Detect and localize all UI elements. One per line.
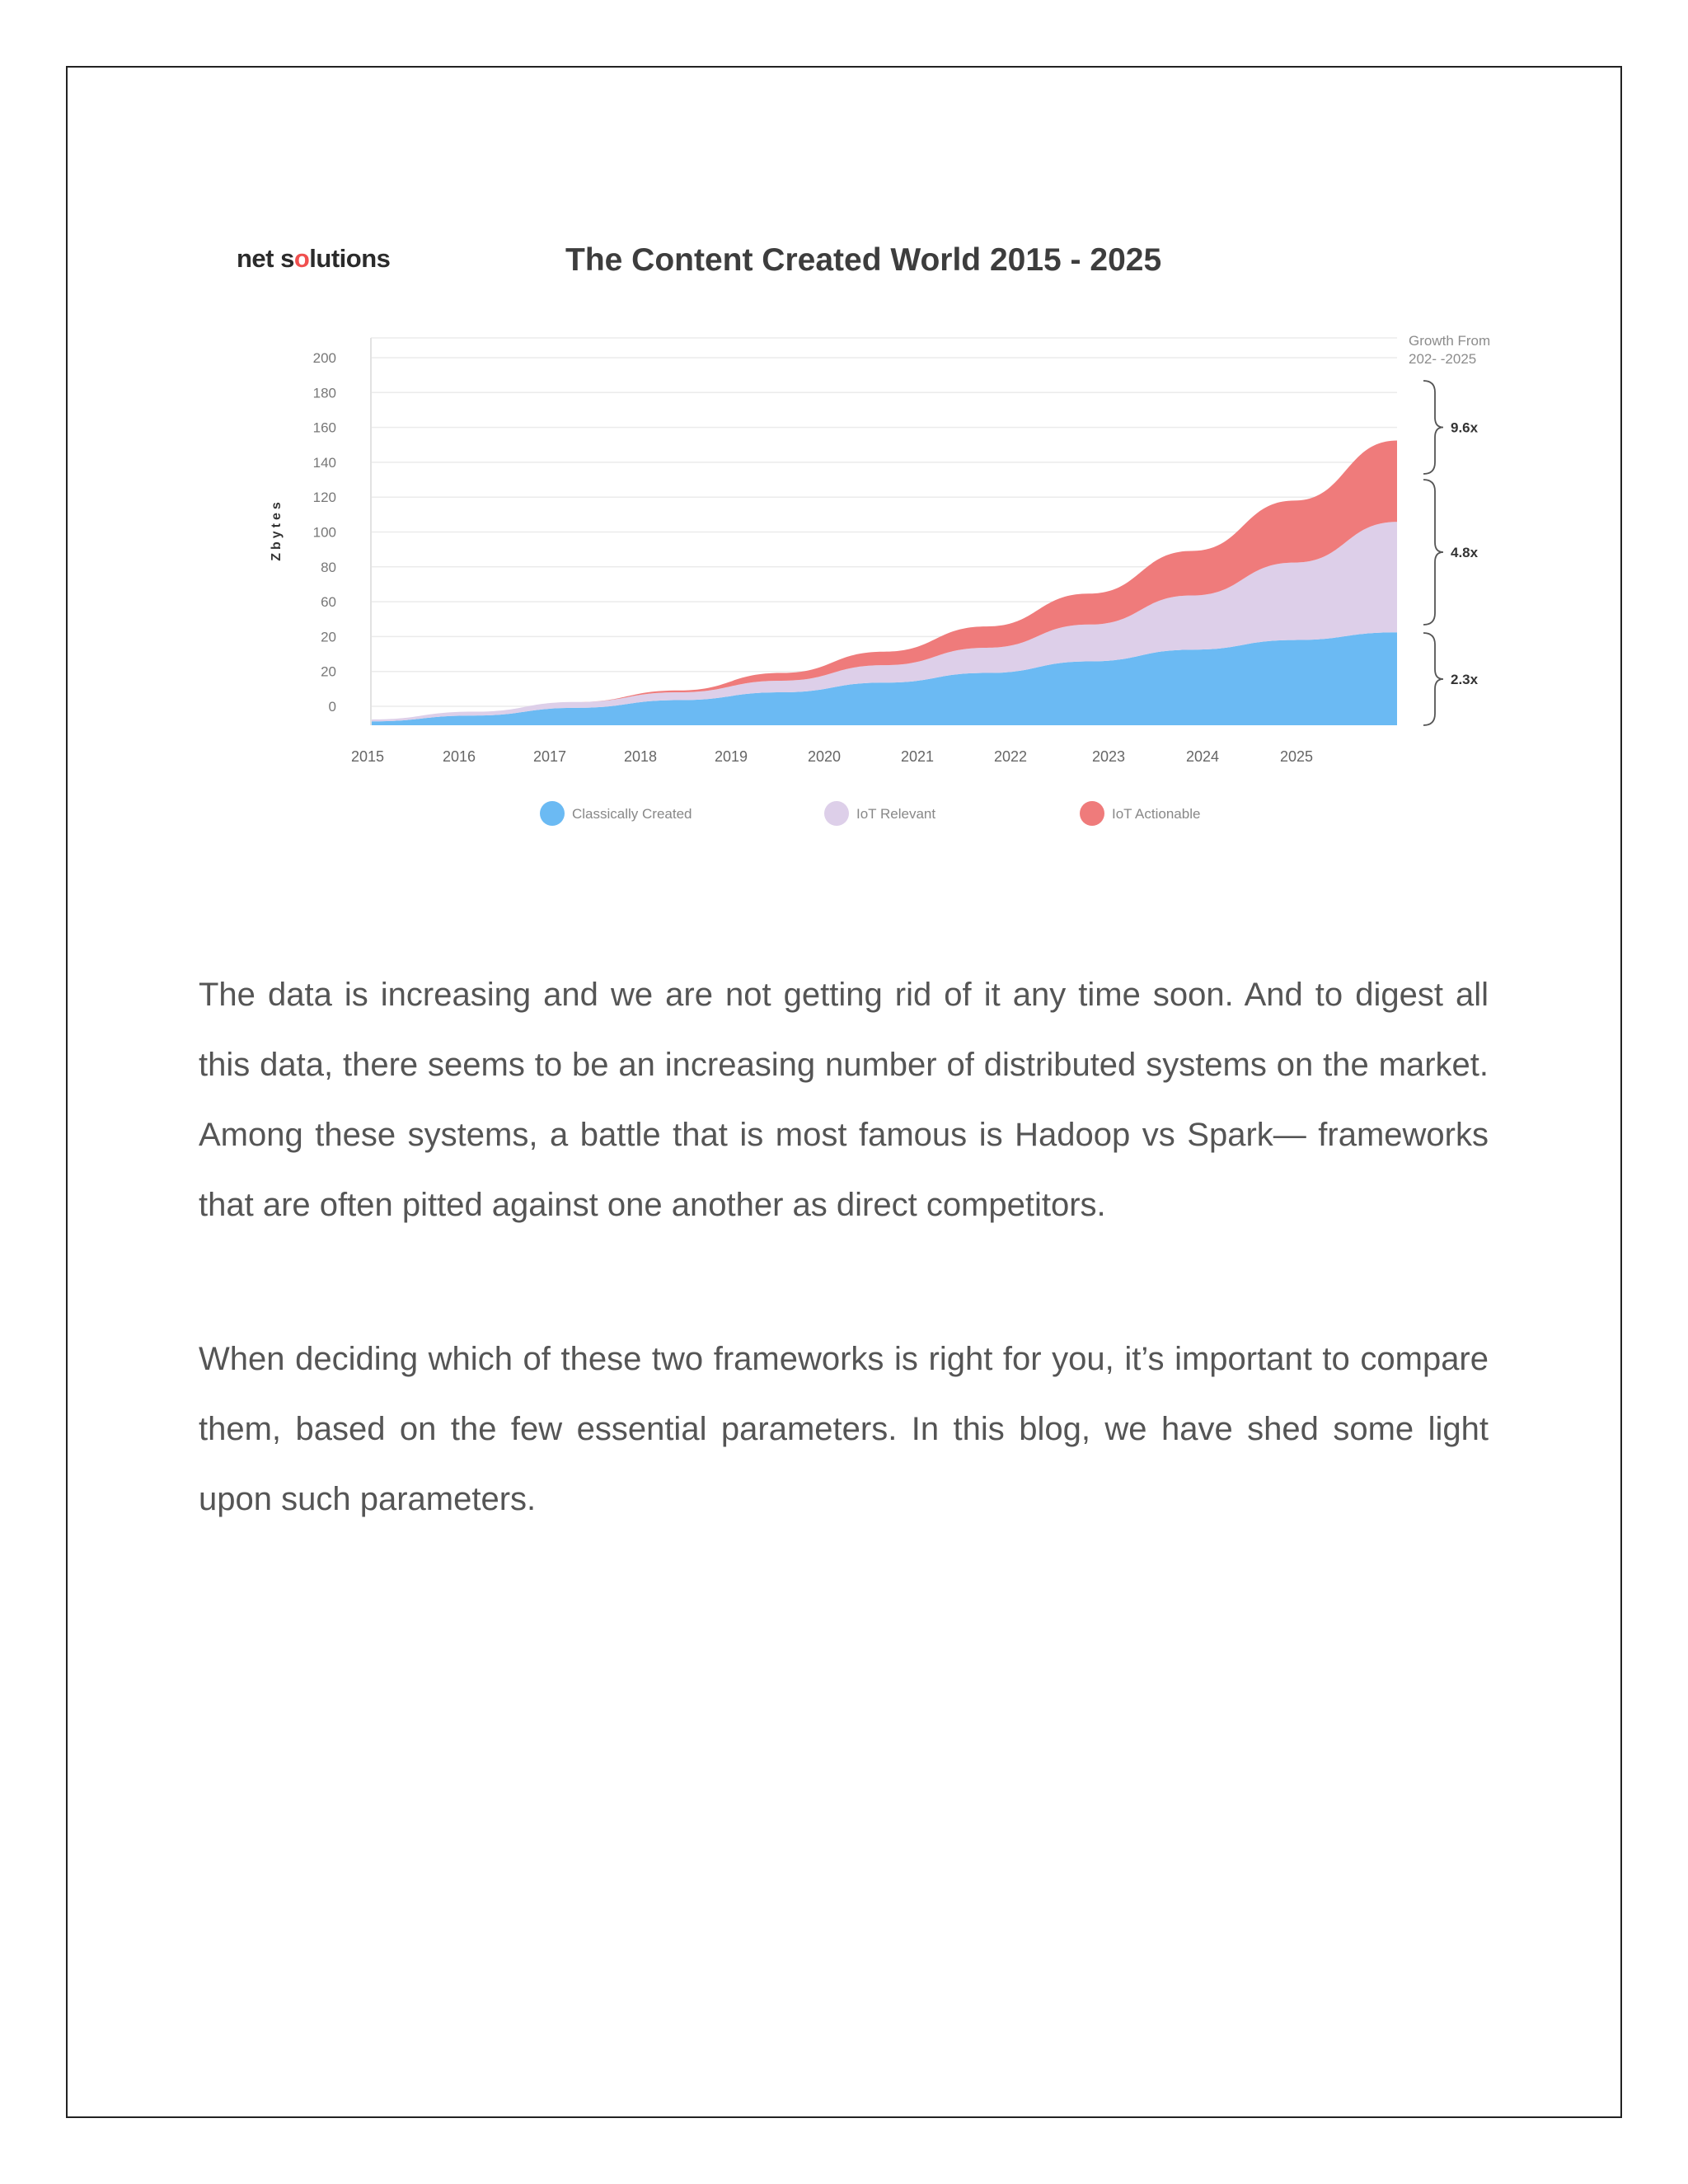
x-tick-label: 2015 [350, 748, 385, 765]
body-paragraph-2: When deciding which of these two frameworks is right for you, it’s important to compare them, based on the few essential parameters. In this blog, we have shed some light upon such parameters. [199, 1341, 1489, 1517]
brand-text-dot: o [293, 244, 310, 273]
growth-brace [1423, 480, 1443, 625]
y-tick-label: 80 [321, 559, 336, 575]
x-tick-label: 2025 [1279, 748, 1314, 765]
y-tick-labels [313, 350, 336, 715]
legend-label: Classically Created [572, 806, 692, 822]
y-tick-label: 180 [312, 385, 336, 401]
legend-swatch [540, 801, 565, 826]
y-tick-label: 60 [321, 594, 336, 611]
legend-label: IoT Actionable [1112, 806, 1201, 822]
area-chart [0, 0, 1688, 890]
y-tick-label: 0 [328, 699, 336, 715]
x-tick-label: 2022 [993, 748, 1028, 765]
growth-label: 4.8x [1451, 545, 1479, 560]
x-tick-labels [351, 748, 1313, 765]
x-tick-label: 2021 [900, 748, 935, 765]
x-tick-label: 2017 [532, 748, 567, 765]
x-tick-label: 2019 [714, 748, 748, 765]
x-tick-label: 2018 [623, 748, 658, 765]
y-tick-label: 20 [321, 629, 336, 645]
legend-swatch [1080, 801, 1104, 826]
y-tick-label: 120 [312, 490, 336, 506]
x-tick-label: 2020 [807, 748, 842, 765]
x-tick-label: 2023 [1091, 748, 1126, 765]
growth-header-text: Growth From [1409, 333, 1491, 349]
legend-label: IoT Relevant [856, 806, 936, 822]
x-tick-label: 2024 [1185, 748, 1220, 765]
growth-annotations [1409, 333, 1490, 725]
brand-text-suffix: lutions [309, 244, 391, 273]
body-paragraph-1: The data is increasing and we are not getting rid of it any time soon. And to digest all this data, there seems to be an increasing number of distributed systems on the market. Among these systems, a battle that is most famous is Hadoop vs Spark— frameworks that are often pitted against one another as direct competitors. [199, 977, 1489, 1223]
y-tick-label: 20 [321, 663, 336, 680]
x-tick-label: 2016 [442, 748, 476, 765]
chart-areas [371, 441, 1397, 725]
y-tick-label: 160 [312, 419, 336, 436]
growth-brace [1423, 633, 1443, 725]
chart-legend [540, 801, 1200, 826]
y-tick-label: 100 [312, 524, 336, 541]
y-tick-label: 200 [312, 350, 336, 366]
growth-label: 2.3x [1451, 672, 1479, 687]
legend-swatch [824, 801, 849, 826]
y-axis-label: Zbytes [270, 499, 284, 561]
chart-title: The Content Created World 2015 - 2025 [565, 242, 1162, 278]
growth-brace [1423, 381, 1443, 474]
growth-label: 9.6x [1451, 419, 1479, 436]
growth-header-text: 202- -2025 [1409, 351, 1477, 367]
y-tick-label: 140 [312, 454, 336, 471]
brand-text-prefix: net s [237, 244, 294, 273]
